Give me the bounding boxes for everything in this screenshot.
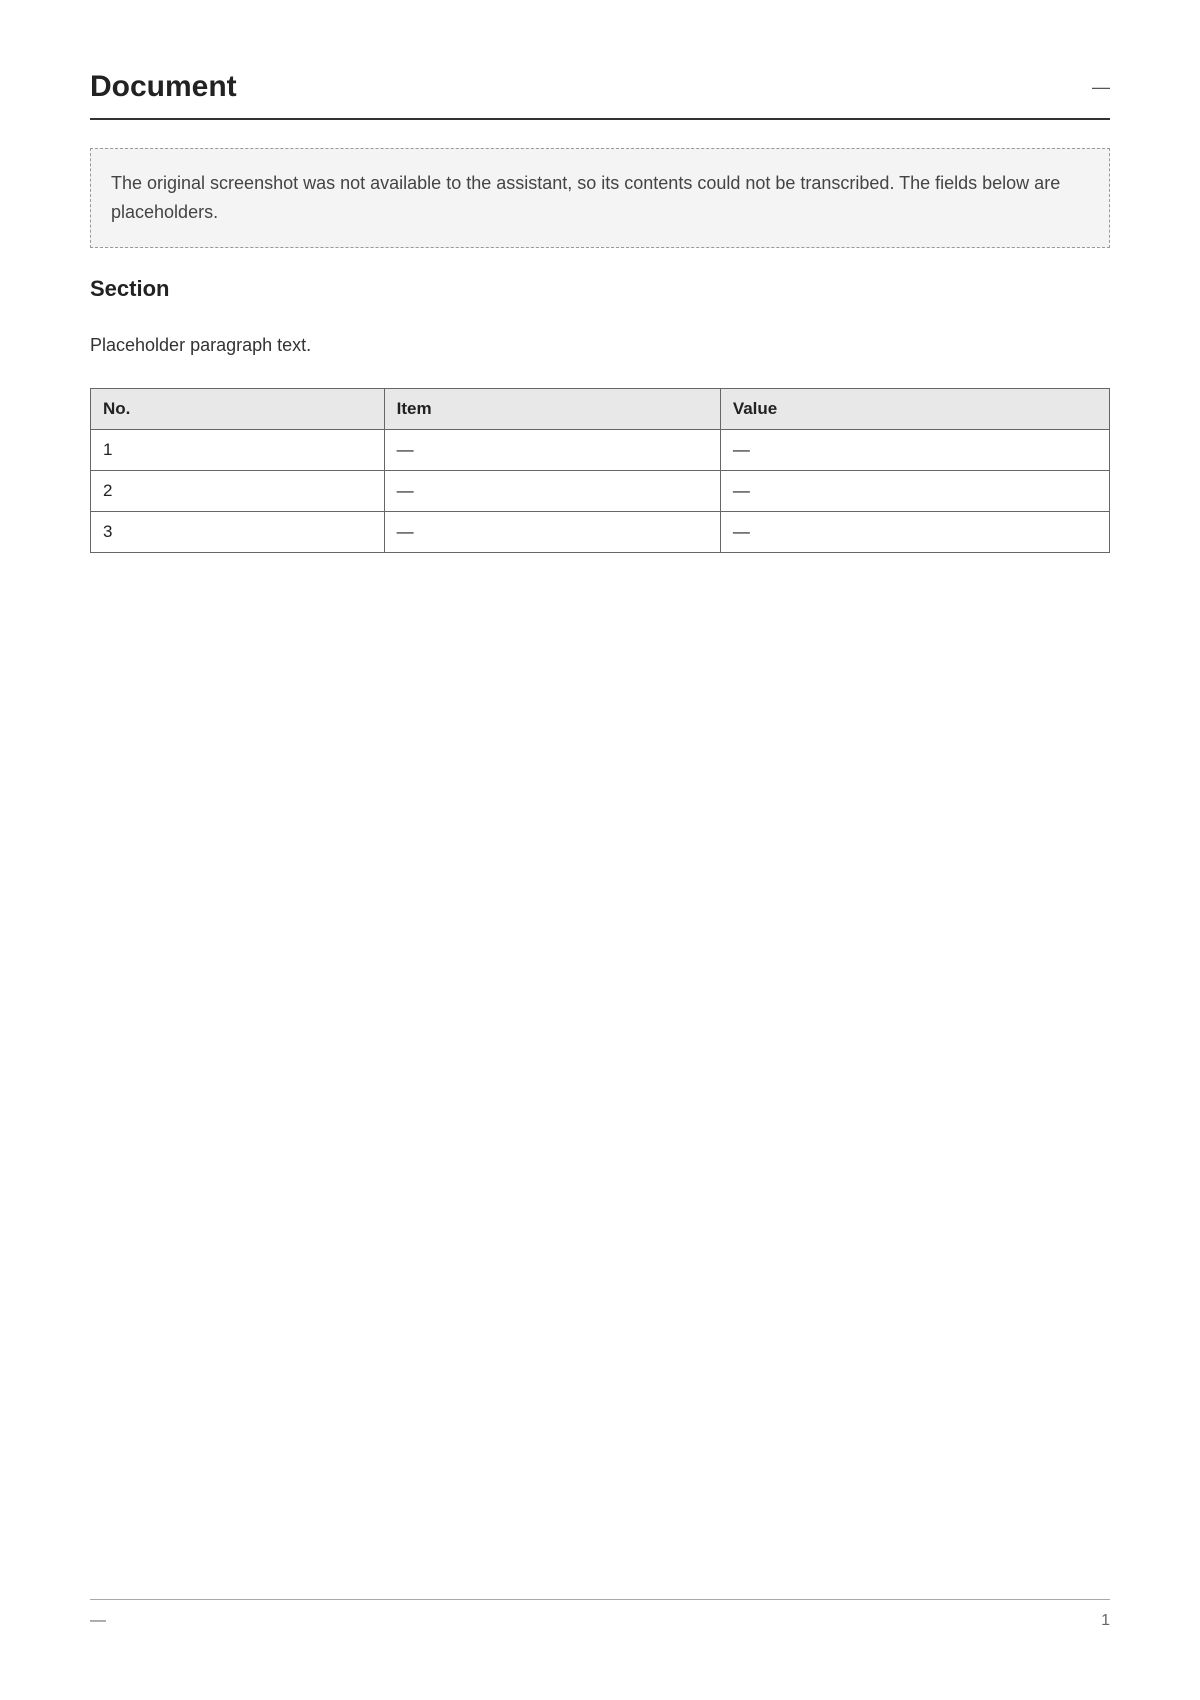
- table-row: [91, 512, 1110, 553]
- table-cell: 1: [91, 430, 385, 471]
- document-footer: [90, 1599, 1110, 1630]
- table-cell: —: [720, 471, 1109, 512]
- table-header-cell: Item: [384, 389, 720, 430]
- document-date: —: [1092, 76, 1110, 97]
- table-cell: —: [384, 471, 720, 512]
- table-header-cell: Value: [720, 389, 1109, 430]
- document-title: Document: [90, 70, 237, 103]
- table-header-row: [91, 389, 1110, 430]
- table-header-cell: No.: [91, 389, 385, 430]
- section-paragraph: Placeholder paragraph text.: [90, 334, 312, 355]
- table-row: [91, 471, 1110, 512]
- data-table: [90, 388, 1110, 553]
- document-header: [90, 70, 1110, 120]
- section-heading: Section: [90, 275, 170, 301]
- footer-left: —: [90, 1612, 106, 1629]
- table-cell: —: [720, 430, 1109, 471]
- table-cell: 3: [91, 512, 385, 553]
- table-cell: —: [384, 430, 720, 471]
- placeholder-notice: The original screenshot was not available to the assistant, so its contents could not be transcribed. The fields below are placeholders.: [90, 148, 1110, 248]
- table-cell: —: [720, 512, 1109, 553]
- table-cell: —: [384, 512, 720, 553]
- page-number: 1: [1101, 1612, 1110, 1629]
- table-cell: 2: [91, 471, 385, 512]
- table-row: [91, 430, 1110, 471]
